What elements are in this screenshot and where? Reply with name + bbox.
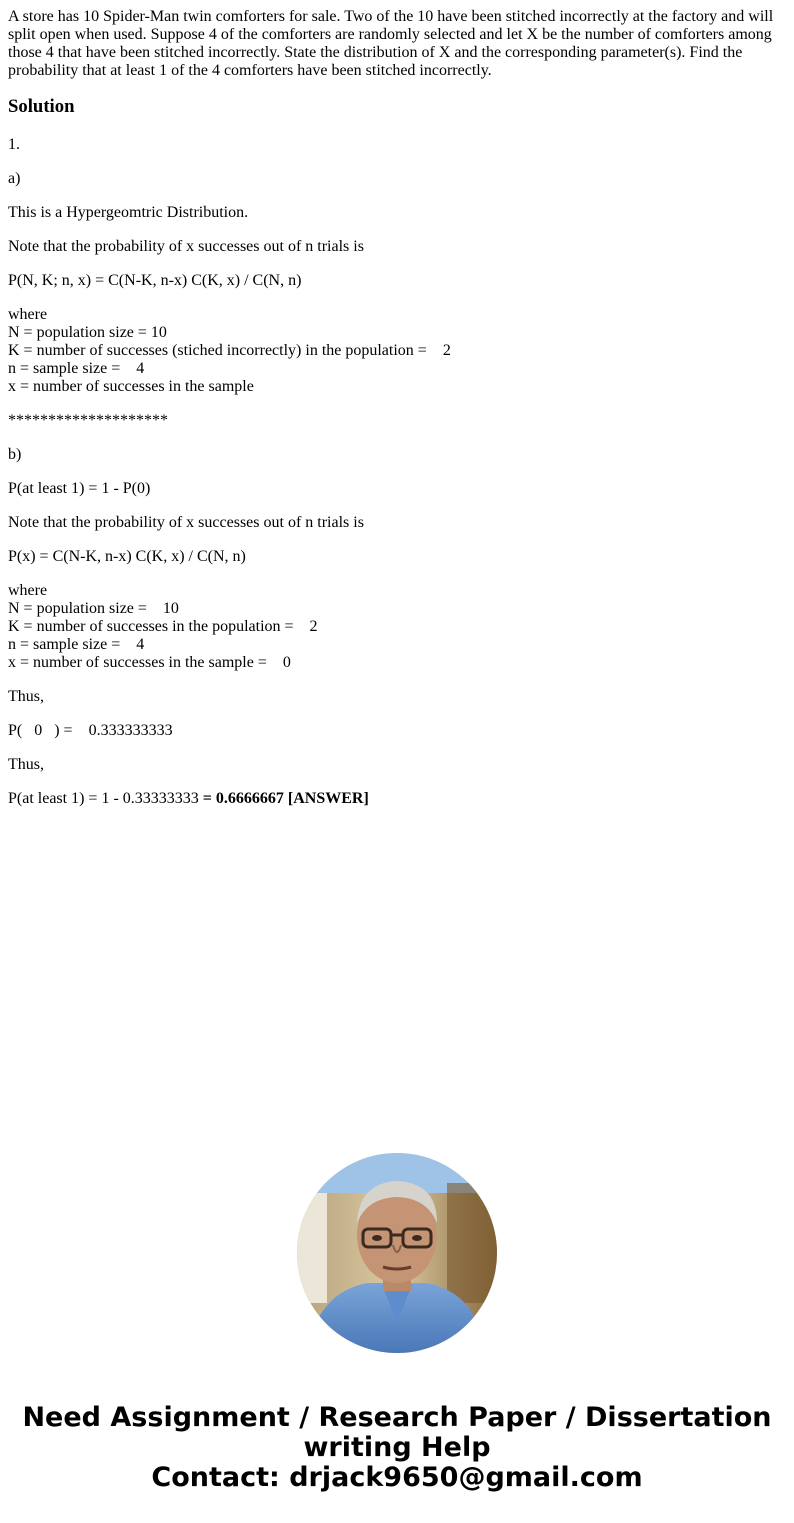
part-b-label: b) bbox=[8, 446, 22, 463]
part-b-thus-2: Thus, bbox=[8, 756, 44, 773]
part-a-definitions bbox=[8, 306, 786, 396]
part-a-where: where bbox=[8, 306, 48, 323]
question-text: A store has 10 Spider-Man twin comforters for sale. Two of the 10 have been stitched incorrectly at the factory and will split open when used. Suppose 4 of the comforters are randomly selected and let X be the number of comforters among those 4 that have been stitched incorrectly. State the distribution of X and the corresponding parameter(s). Find the probability that at least 1 of the 4 comforters have been stitched incorrectly. bbox=[8, 8, 774, 79]
final-answer: = 0.6666667 [ANSWER] bbox=[202, 790, 369, 807]
part-a-label: a) bbox=[8, 170, 21, 187]
part-b-def-n: n = sample size = 4 bbox=[8, 636, 145, 653]
part-a-distribution: This is a Hypergeomtric Distribution. bbox=[8, 204, 249, 221]
author-photo bbox=[297, 1153, 497, 1353]
part-b-thus-1: Thus, bbox=[8, 688, 44, 705]
part-b-p0: P( 0 ) = 0.333333333 bbox=[8, 722, 173, 739]
part-b-final bbox=[8, 790, 786, 808]
final-prefix: P(at least 1) = 1 - 0.33333333 bbox=[8, 790, 203, 807]
separator: ******************** bbox=[8, 412, 168, 429]
solution-document bbox=[8, 8, 786, 824]
part-a-def-n: n = sample size = 4 bbox=[8, 360, 145, 377]
part-a-def-K: K = number of successes (stiched incorrectly) in the population = 2 bbox=[8, 342, 451, 359]
part-b-def-K: K = number of successes in the population = 2 bbox=[8, 618, 318, 635]
part-b-definitions bbox=[8, 582, 786, 672]
part-b-formula: P(x) = C(N-K, n-x) C(K, x) / C(N, n) bbox=[8, 548, 246, 565]
promo-contact: Contact: drjack9650@gmail.com bbox=[151, 1462, 643, 1493]
promo-line-2: writing Help bbox=[303, 1432, 491, 1463]
part-b-where: where bbox=[8, 582, 48, 599]
part-a-note: Note that the probability of x successes out of n trials is bbox=[8, 238, 364, 255]
promo-banner bbox=[0, 1403, 794, 1493]
part-a-formula: P(N, K; n, x) = C(N-K, n-x) C(K, x) / C(N, n) bbox=[8, 272, 302, 289]
promo-line-1: Need Assignment / Research Paper / Dissertation bbox=[22, 1402, 772, 1433]
solution-heading: Solution bbox=[8, 96, 75, 117]
part-b-note: Note that the probability of x successes out of n trials is bbox=[8, 514, 364, 531]
part-b-def-x: x = number of successes in the sample = 0 bbox=[8, 654, 291, 671]
part-number: 1. bbox=[8, 136, 20, 153]
part-b-def-N: N = population size = 10 bbox=[8, 600, 179, 617]
author-portrait-image bbox=[297, 1153, 497, 1353]
part-b-complement: P(at least 1) = 1 - P(0) bbox=[8, 480, 151, 497]
part-a-def-x: x = number of successes in the sample bbox=[8, 378, 254, 395]
part-a-def-N: N = population size = 10 bbox=[8, 324, 167, 341]
